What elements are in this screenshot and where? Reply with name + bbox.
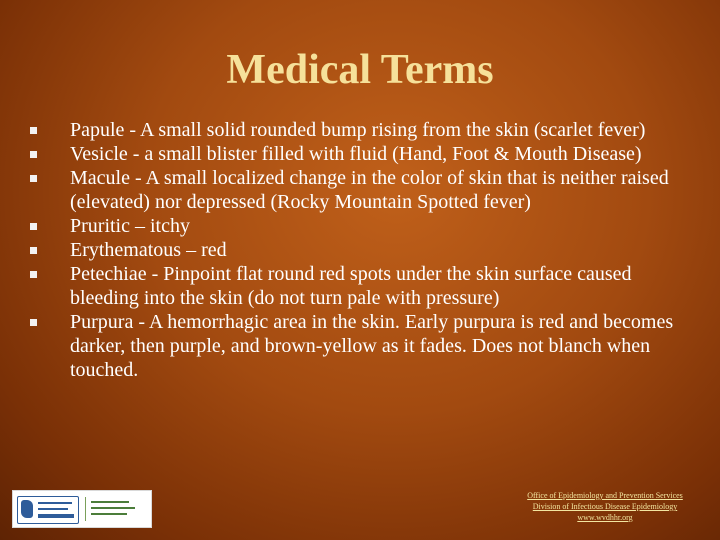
- bullet-text: Macule - A small localized change in the color of skin that is neither raised (elevated) nor depressed (Rocky Mountain Spotted fever): [70, 167, 669, 213]
- bullet-text: Pruritic – itchy: [70, 215, 190, 237]
- square-bullet-icon: [30, 223, 37, 230]
- footer-office-link[interactable]: Office of Epidemiology and Prevention Services: [527, 491, 683, 500]
- footer-website-link[interactable]: www.wvdhhr.org: [577, 513, 633, 522]
- square-bullet-icon: [30, 151, 37, 158]
- square-bullet-icon: [30, 319, 37, 326]
- bullet-pruritic: [28, 214, 688, 238]
- logo-tagline-icon: [85, 497, 144, 521]
- bullet-erythematous: [28, 238, 688, 262]
- square-bullet-icon: [30, 175, 37, 182]
- square-bullet-icon: [30, 271, 37, 278]
- bullet-petechiae: [28, 262, 688, 310]
- footer-division-link[interactable]: Division of Infectious Disease Epidemiology: [532, 502, 678, 511]
- bullet-macule: [28, 166, 688, 214]
- slide-title: Medical Terms: [226, 47, 494, 93]
- bullet-text: Purpura - A hemorrhagic area in the skin. Early purpura is red and becomes darker, then purple, and brown-yellow as it fades. Does not blanch when touched.: [70, 311, 674, 381]
- bullet-vesicle: [28, 142, 688, 166]
- bullet-text: Petechiae - Pinpoint flat round red spots under the skin surface caused bleeding into the skin (do not turn pale with pressure): [70, 263, 632, 309]
- square-bullet-icon: [30, 247, 37, 254]
- bullet-text: Vesicle - a small blister filled with fluid (Hand, Foot & Mouth Disease): [70, 143, 642, 165]
- wv-public-health-logo: [12, 490, 152, 528]
- footer-credits: [500, 490, 710, 523]
- bullet-text: Erythematous – red: [70, 239, 227, 261]
- logo-emblem-icon: [17, 496, 79, 524]
- bullet-text: Papule - A small solid rounded bump rising from the skin (scarlet fever): [70, 119, 646, 141]
- bullet-purpura: [28, 310, 688, 382]
- square-bullet-icon: [30, 127, 37, 134]
- bullet-papule: [28, 118, 688, 142]
- bullet-list: [28, 118, 688, 382]
